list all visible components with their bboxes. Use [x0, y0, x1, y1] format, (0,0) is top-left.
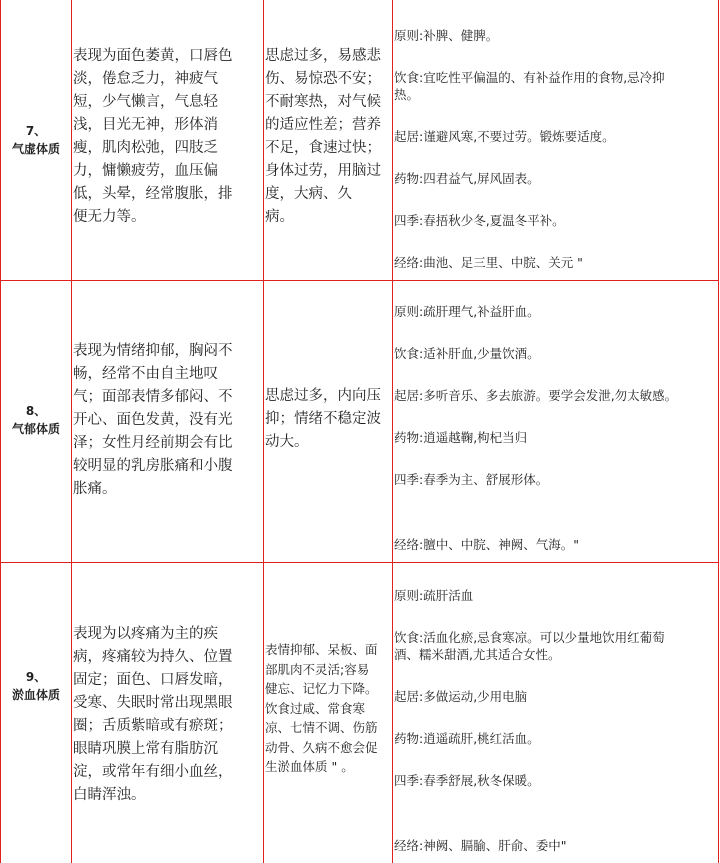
cause-line: 身体过劳，用脑过 [265, 163, 381, 179]
advice-medicine: 药物:逍遥越鞠,枸杞当归 [394, 430, 528, 445]
advice-diet-line: 饮食:适补肝血,少量饮酒。 [394, 346, 540, 361]
symptom-line: 泽；女性月经前期会有比 [73, 435, 233, 451]
cause-line: 病。 [265, 209, 294, 225]
advice-meridians: 经络:神阙、膈腧、肝俞、委中" [394, 838, 567, 853]
row-label [2, 668, 70, 704]
advice-diet-line: 酒、糯米甜酒,尤其适合女性。 [394, 647, 561, 662]
symptom-line: 表现为以疼痛为主的疾 [73, 626, 218, 642]
cause-line: 伤、易惊恐不安； [265, 71, 381, 87]
cause-line: 动大。 [265, 434, 309, 450]
row-number: 9、 [25, 670, 47, 684]
advice-living: 起居:多做运动,少用电脑 [394, 689, 528, 704]
cause-line: 健忘、记忆力下降。 [265, 681, 378, 696]
symptom-line: 较明显的乳房胀痛和小腹 [73, 458, 233, 474]
symptom-line: 气；面部表情多郁闷、不 [73, 389, 233, 405]
symptom-line: 便无力等。 [73, 209, 146, 225]
row-number: 8、 [25, 404, 47, 418]
advice-cell [394, 27, 718, 271]
cause-line: 生淤血体质 " 。 [265, 759, 354, 774]
advice-diet-line: 饮食:宜吃性平偏温的、有补益作用的食物,忌冷抑 [394, 70, 665, 85]
symptom-line: 胀痛。 [73, 481, 117, 497]
advice-diet-line: 热。 [394, 87, 420, 102]
symptom-line: 畅，经常不由自主地叹 [73, 366, 218, 382]
symptom-line: 淡，倦怠乏力，神疲气 [73, 71, 218, 87]
cause-line: 凉、七情不调、伤筋 [265, 720, 378, 735]
symptom-line: 表现为面色萎黄，口唇色 [73, 48, 233, 64]
symptom-line: 病，疼痛较为持久、位置 [73, 649, 233, 665]
causes-cell [265, 640, 392, 777]
cause-line: 的适应性差；营养 [265, 117, 381, 133]
cause-line: 不耐寒热，对气候 [265, 94, 381, 110]
advice-principle: 原则:补脾、健脾。 [394, 28, 499, 43]
advice-diet-line: 饮食:活血化瘀,忌食寒凉。可以少量地饮用红葡萄 [394, 630, 665, 645]
advice-principle: 原则:疏肝理气,补益肝血。 [394, 304, 540, 319]
row-divider [0, 562, 719, 563]
advice-medicine: 药物:四君益气,屏风固表。 [394, 171, 540, 186]
advice-cell [394, 303, 718, 553]
advice-living: 起居:多听音乐、多去旅游。要学会发泄,勿太敏感。 [394, 388, 678, 403]
table-border-right [718, 0, 719, 863]
symptom-line: 眼睛巩膜上常有脂肪沉 [73, 741, 218, 757]
constitution-name: 气郁体质 [11, 422, 60, 436]
cause-line: 抑；情绪不稳定波 [265, 411, 381, 427]
constitution-name: 气虚体质 [11, 142, 60, 156]
table-border-left [0, 0, 1, 863]
row-label [2, 402, 70, 438]
symptom-line: 开心、面色发黄，没有光 [73, 412, 233, 428]
constitution-name: 淤血体质 [11, 688, 60, 702]
cause-line: 表情抑郁、呆板、面 [265, 642, 378, 657]
symptom-line: 浅，目光无神，形体消 [73, 117, 218, 133]
symptom-line: 圈；舌质紫暗或有瘀斑； [73, 718, 233, 734]
advice-seasons: 四季:春捂秋少冬,夏温冬平补。 [394, 213, 565, 228]
causes-cell [265, 385, 392, 454]
symptom-line: 白睛浑浊。 [73, 787, 146, 803]
symptom-line: 固定；面色、口唇发暗， [73, 672, 233, 688]
symptom-line: 淀，或常年有细小血丝， [73, 764, 233, 780]
advice-seasons: 四季:春季为主、舒展形体。 [394, 472, 549, 487]
symptom-line: 短，少气懒言，气息轻 [73, 94, 218, 110]
symptom-line: 力，慵懒疲劳，血压偏 [73, 163, 218, 179]
advice-diet [394, 345, 718, 362]
advice-meridians: 经络:曲池、足三里、中脘、关元 " [394, 255, 583, 270]
symptoms-cell [73, 340, 261, 501]
advice-living: 起居:谨避风寒,不要过劳。锻炼要适度。 [394, 129, 615, 144]
cause-line: 饮食过咸、常食寒 [265, 700, 366, 716]
cause-line: 度，大病、久 [265, 186, 352, 202]
advice-diet [394, 629, 718, 663]
causes-cell [265, 45, 392, 229]
advice-seasons: 四季:春季舒展,秋冬保暖。 [394, 773, 540, 788]
row-number: 7、 [25, 124, 47, 138]
cause-line: 动骨、久病不愈会促 [265, 739, 378, 755]
symptoms-cell [73, 623, 261, 807]
cause-line: 不足，食速过快； [265, 140, 381, 156]
advice-diet [394, 69, 718, 103]
cause-line: 思虑过多，易感悲 [265, 48, 381, 64]
symptom-line: 受寒、失眠时常出现黑眼 [73, 695, 233, 711]
advice-medicine: 药物:逍遥疏肝,桃红活血。 [394, 731, 540, 746]
row-divider [0, 280, 719, 281]
advice-cell [394, 587, 718, 854]
symptom-line: 低，头晕，经常腹胀，排 [73, 186, 233, 202]
cause-line: 部肌肉不灵活;容易 [265, 661, 370, 677]
row-label [2, 122, 70, 158]
cause-line: 思虑过多，内向压 [265, 388, 381, 404]
column-divider [71, 0, 72, 863]
advice-meridians: 经络:膻中、中脘、神阙、气海。" [394, 537, 579, 552]
advice-principle: 原则:疏肝活血 [394, 588, 474, 603]
symptoms-cell [73, 45, 261, 229]
symptom-line: 瘦，肌肉松弛，四肢乏 [73, 140, 218, 156]
column-divider [263, 0, 264, 863]
symptom-line: 表现为情绪抑郁，胸闷不 [73, 343, 233, 359]
column-divider [392, 0, 393, 863]
